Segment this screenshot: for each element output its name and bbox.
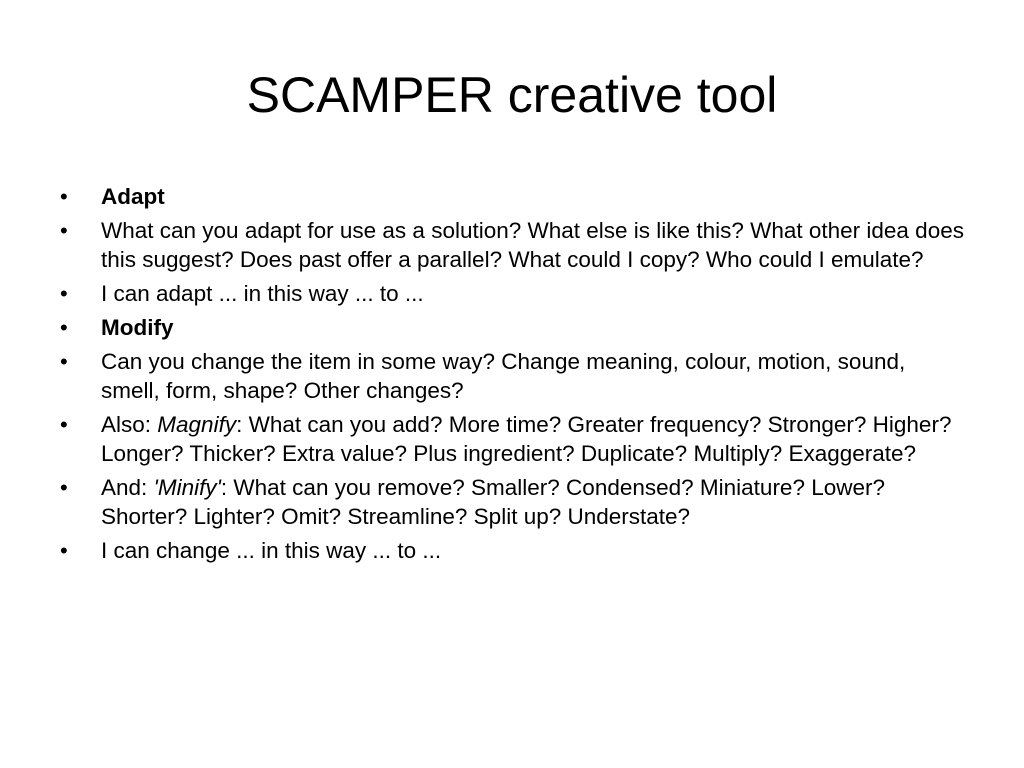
bullet-icon: •: [60, 412, 68, 437]
bullet-text: Can you change the item in some way? Change meaning, colour, motion, sound, smell, form, shape? Other changes?: [101, 349, 906, 403]
bullet-item-magnify: [60, 410, 970, 468]
bullet-text: I can change ... in this way ... to ...: [101, 538, 442, 563]
bullet-item-adapt-questions: [60, 216, 970, 274]
bullet-item-modify-questions: [60, 347, 970, 405]
bullet-emphasis: 'Minify': [153, 475, 221, 500]
bullet-prefix: Also:: [101, 412, 158, 437]
bullet-icon: •: [60, 349, 68, 374]
bullet-item-minify: [60, 473, 970, 531]
bullet-item-modify-template: [60, 536, 970, 565]
bullet-text: Adapt: [101, 184, 165, 209]
bullet-icon: •: [60, 475, 68, 500]
bullet-text: I can adapt ... in this way ... to ...: [101, 281, 424, 306]
bullet-prefix: And:: [101, 475, 154, 500]
bullet-rest: : What can you add? More time? Greater frequency? Stronger? Higher? Longer? Thicker? Extra value? Plus ingredient? Duplicate? Multiply? Exaggerate?: [101, 412, 952, 466]
bullet-icon: •: [60, 184, 68, 209]
bullet-emphasis: Magnify: [157, 412, 237, 437]
bullet-rest: : What can you remove? Smaller? Condensed? Miniature? Lower? Shorter? Lighter? Omit? Streamline? Split up? Understate?: [101, 475, 886, 529]
bullet-text: What can you adapt for use as a solution? What else is like this? What other idea does this suggest? Does past offer a parallel? What could I copy? Who could I emulate?: [101, 218, 964, 272]
bullet-item-adapt-template: [60, 279, 970, 308]
bullet-item-adapt-heading: [60, 182, 970, 211]
bullet-item-modify-heading: [60, 313, 970, 342]
bullet-icon: •: [60, 218, 68, 243]
bullet-list: [60, 182, 970, 570]
bullet-text: Modify: [101, 315, 174, 340]
bullet-icon: •: [60, 315, 68, 340]
slide-title: SCAMPER creative tool: [246, 67, 778, 123]
bullet-icon: •: [60, 538, 68, 563]
bullet-icon: •: [60, 281, 68, 306]
